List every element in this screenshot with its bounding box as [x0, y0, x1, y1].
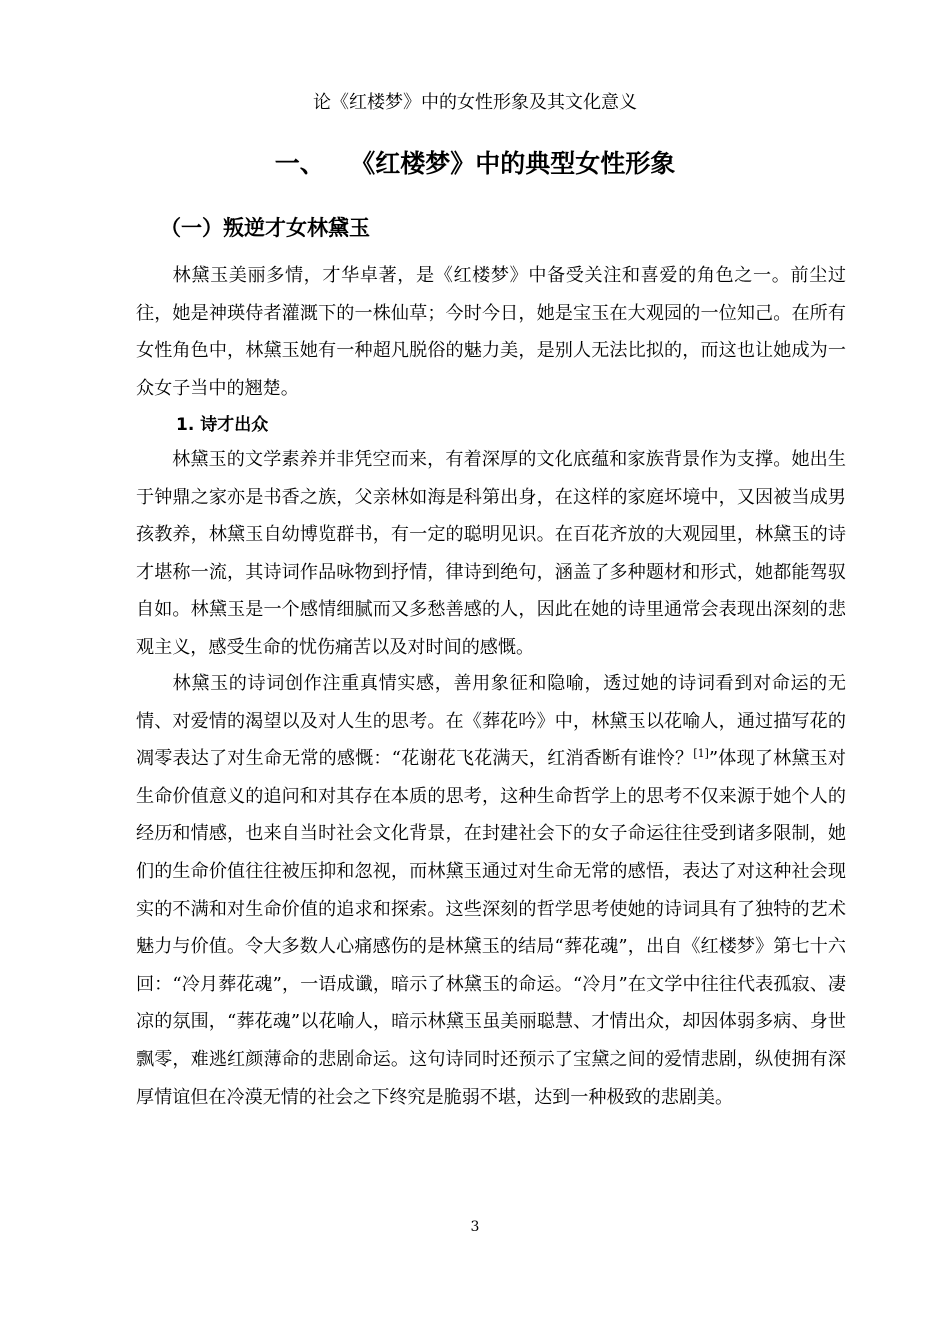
paragraph-intro: [136, 257, 846, 407]
chapter-title: 《红楼梦》中的典型女性形象: [362, 149, 676, 178]
page-number: 3: [470, 1219, 480, 1235]
chapter-heading: [0, 148, 950, 180]
paragraph-intro-text: 林黛玉美丽多情，才华卓著，是《红楼梦》中备受关注和喜爱的角色之一。前尘过往，她是神瑛侍者灌溉下的一株仙草；今时今日，她是宝玉在大观园的一位知己。在所有女性角色中，林黛玉她有一种超凡脱俗的魅力美，是别人无法比拟的，而这也让她成为一众女子当中的翘楚。: [136, 265, 846, 399]
paragraph-literary-background-text: 林黛玉的文学素养并非凭空而来，有着深厚的文化底蕴和家族背景作为支撑。她出生于钟鼎之家亦是书香之族，父亲林如海是科第出身，在这样的家庭坏境中，又因被当成男孩教养，林黛玉自幼博览群书，有一定的聪明见识。在百花齐放的大观园里，林黛玉的诗才堪称一流，其诗词作品咏物到抒情，律诗到绝句，涵盖了多种题材和形式，她都能驾驭自如。林黛玉是一个感情细腻而又多愁善感的人，因此在她的诗里通常会表现出深刻的悲观主义，感受生命的忧伤痛苦以及对时间的感慨。: [136, 449, 846, 658]
subsection-heading: 1. 诗才出众: [176, 415, 269, 435]
section-heading: （一）叛逆才女林黛玉: [160, 216, 370, 240]
paragraph-literary-background: [136, 441, 846, 667]
paragraph-poetry-analysis: [136, 665, 846, 1116]
citation-marker: [1]: [693, 747, 709, 761]
chapter-number: 一、: [274, 149, 325, 178]
paragraph-poetry-analysis-text-2: ”体现了林黛玉对生命价值意义的追问和对其存在本质的思考，这种生命哲学上的思考不仅来源于她个人的经历和情感，也来自当时社会文化背景，在封建社会下的女子命运往往受到诸多限制，她们的生命价值往往被压抑和忽视，而林黛玉通过对生命无常的感悟，表达了对这种社会现实的不满和对生命价值的追求和探索。这些深刻的哲学思考使她的诗词具有了独特的艺术魅力与价值。令大多数人心痛感伤的是林黛玉的结局“葬花魂”，出自《红楼梦》第七十六回：“冷月葬花魂”，一语成谶，暗示了林黛玉的命运。“冷月”在文学中往往代表孤寂、凄凉的氛围，“葬花魂”以花喻人，暗示林黛玉虽美丽聪慧、才情出众，却因体弱多病、身世飘零，难逃红颜薄命的悲剧命运。这句诗同时还预示了宝黛之间的爱情悲剧，纵使拥有深厚情谊但在冷漠无情的社会之下终究是脆弱不堪，达到一种极致的悲剧美。: [136, 748, 846, 1108]
running-header: 论《红楼梦》中的女性形象及其文化意义: [313, 92, 637, 113]
paragraph-poetry-analysis-text-1: 林黛玉的诗词创作注重真情实感，善用象征和隐喻，透过她的诗词看到对命运的无情、对爱情的渴望以及对人生的思考。在《葬花吟》中，林黛玉以花喻人，通过描写花的凋零表达了对生命无常的感慨：“花谢花飞花满天，红消香断有谁怜？: [136, 673, 846, 770]
